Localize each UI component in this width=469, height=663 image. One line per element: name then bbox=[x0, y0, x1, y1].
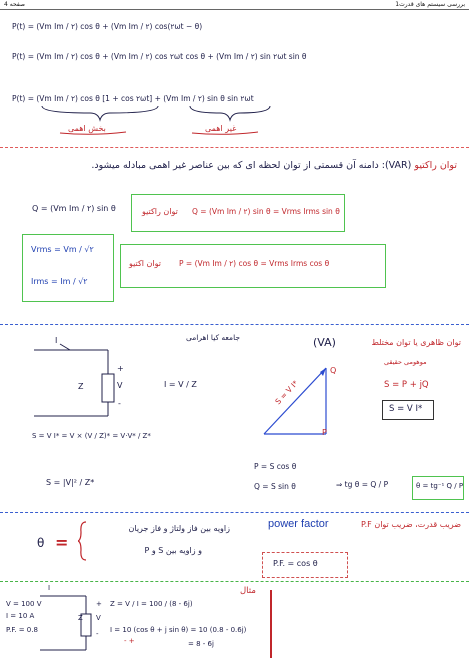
equation-p-t-2: P(t) = (Vm Im / ٢) cos θ + (Vm Im / ٢) cos ٢ωt cos θ + (Vm Im / ٢) sin ٢ωt sin θ bbox=[12, 52, 307, 61]
imag-real-labels: موهومی حقیقی bbox=[384, 358, 427, 366]
page-number: صفحه 4 bbox=[4, 1, 25, 8]
section-divider-1 bbox=[0, 147, 469, 148]
given-voltage: V = 100 V bbox=[6, 600, 42, 608]
section-divider-4 bbox=[0, 581, 469, 582]
va-unit: (VA) bbox=[313, 336, 336, 349]
section-divider-2 bbox=[0, 324, 469, 325]
document-title: بررسی سیستم های قدرت1 bbox=[395, 1, 465, 8]
theta-brace bbox=[78, 520, 88, 562]
current-equation: I = V / Z bbox=[164, 380, 197, 389]
q-equation: Q = (Vm Im / ٢) sin θ bbox=[32, 204, 116, 213]
given-current: I = 10 A bbox=[6, 612, 35, 620]
complex-power-magnitude: S = |V|² / Z* bbox=[46, 478, 95, 487]
theta-box bbox=[412, 476, 464, 500]
example-plus: + bbox=[96, 600, 102, 608]
example-minus: - bbox=[96, 630, 99, 638]
triangle-p-label: P bbox=[322, 428, 327, 437]
example-label: مثال bbox=[240, 586, 256, 596]
example-marker-line bbox=[270, 590, 272, 658]
reactive-power-desc: : دامنه آن قسمتی از توان لحظه ای که بین عناصر غیر اهمی مبادله میشود. bbox=[91, 160, 385, 171]
equation-p-t-1: P(t) = (Vm Im / ٢) cos θ + (Vm Im / ٢) cos(٢ωt − θ) bbox=[12, 22, 203, 31]
plus-sign: + bbox=[117, 364, 124, 373]
theta-box-eq: θ = tg⁻¹ Q / P bbox=[416, 482, 464, 490]
power-factor-title: ضریب قدرت، ضریب توان P.F bbox=[361, 520, 461, 529]
non-ohmic-underline bbox=[190, 130, 260, 136]
reactive-power-box-label: توان راکتیو bbox=[142, 207, 178, 216]
apparent-power-title: توان ظاهری یا توان مختلط bbox=[371, 338, 461, 347]
s-equals-vi-text: S = V I* bbox=[389, 404, 423, 414]
circuit-diagram bbox=[8, 336, 128, 420]
var-unit: (VAR) bbox=[384, 160, 412, 171]
reactive-power-title: توان راکتیو bbox=[414, 160, 457, 171]
rms-box bbox=[22, 234, 114, 302]
power-factor-box bbox=[262, 552, 348, 578]
triangle-q-label: Q bbox=[330, 366, 337, 375]
example-i-result: = 8 - 6j bbox=[188, 640, 214, 648]
example-z-equation: Z = V / I = 100 / (8 - 6j) bbox=[110, 600, 193, 608]
example-v-label: V bbox=[96, 614, 101, 622]
non-ohmic-part-label: غیر اهمی bbox=[205, 124, 237, 133]
tan-theta-eq: ⇒ tg θ = Q / P bbox=[336, 480, 389, 489]
current-label: I bbox=[55, 336, 58, 345]
theta-symbol: θ bbox=[37, 536, 45, 550]
given-power-factor: P.F. = 0.8 bbox=[6, 626, 38, 634]
q-equals-s-sin: Q = S sin θ bbox=[254, 482, 296, 491]
s-rectangular-eq: S = P + jQ bbox=[384, 380, 429, 390]
p-equals-s-cos: P = S cos θ bbox=[254, 462, 297, 471]
equation-p-t-3: P(t) = (Vm Im / ٢) cos θ [1 + cos ٢ωt] + (Vm Im / ٢) sin θ sin ٢ωt bbox=[12, 94, 254, 103]
page-header bbox=[0, 0, 469, 10]
reactive-power-box bbox=[131, 194, 345, 232]
voltage-label: V bbox=[117, 381, 123, 390]
active-power-box bbox=[120, 244, 386, 288]
equation-underbraces bbox=[40, 104, 300, 126]
irms-eq: Irms = Im / √٢ bbox=[31, 277, 88, 286]
triangle-hypotenuse-label: S = V I* bbox=[273, 378, 300, 407]
section-divider-3 bbox=[0, 512, 469, 513]
active-power-box-label: توان اکتیو bbox=[129, 259, 161, 268]
impedance-label: Z bbox=[78, 382, 84, 391]
ohmic-underline bbox=[58, 130, 128, 136]
power-factor-english: power factor bbox=[268, 518, 329, 530]
example-i-equation: I = 10 (cos θ + j sin θ) = 10 (0.8 - 0.6j) bbox=[110, 626, 247, 634]
power-factor-eq: P.F. = cos θ bbox=[273, 559, 318, 568]
theta-description-2: و زاویه بین S و P bbox=[144, 546, 202, 555]
minus-sign: - bbox=[118, 399, 121, 408]
example-current-label: I bbox=[48, 584, 51, 592]
example-circuit bbox=[30, 588, 96, 656]
active-power-box-eq: P = (Vm Im / ٢) cos θ = Vrms Irms cos θ bbox=[179, 259, 330, 268]
complex-power-equation: S = V I* = V × (V / Z)* = V·V* / Z* bbox=[32, 432, 151, 440]
example-z-label: Z bbox=[78, 614, 83, 622]
circuit-caption: جامعه کیا اهرامی bbox=[186, 333, 240, 342]
theta-description-1: زاویه بین فاز ولتاژ و فاز جریان bbox=[128, 524, 230, 533]
reactive-power-definition bbox=[91, 160, 457, 171]
theta-equals: = bbox=[55, 533, 69, 552]
s-equals-vi-box bbox=[382, 400, 434, 420]
example-sub-marks: - + bbox=[124, 637, 135, 645]
vrms-eq: Vrms = Vm / √٢ bbox=[31, 245, 94, 254]
ohmic-part-label: بخش اهمی bbox=[68, 124, 106, 133]
reactive-power-box-eq: Q = (Vm Im / ٢) sin θ = Vrms Irms sin θ bbox=[192, 207, 340, 216]
